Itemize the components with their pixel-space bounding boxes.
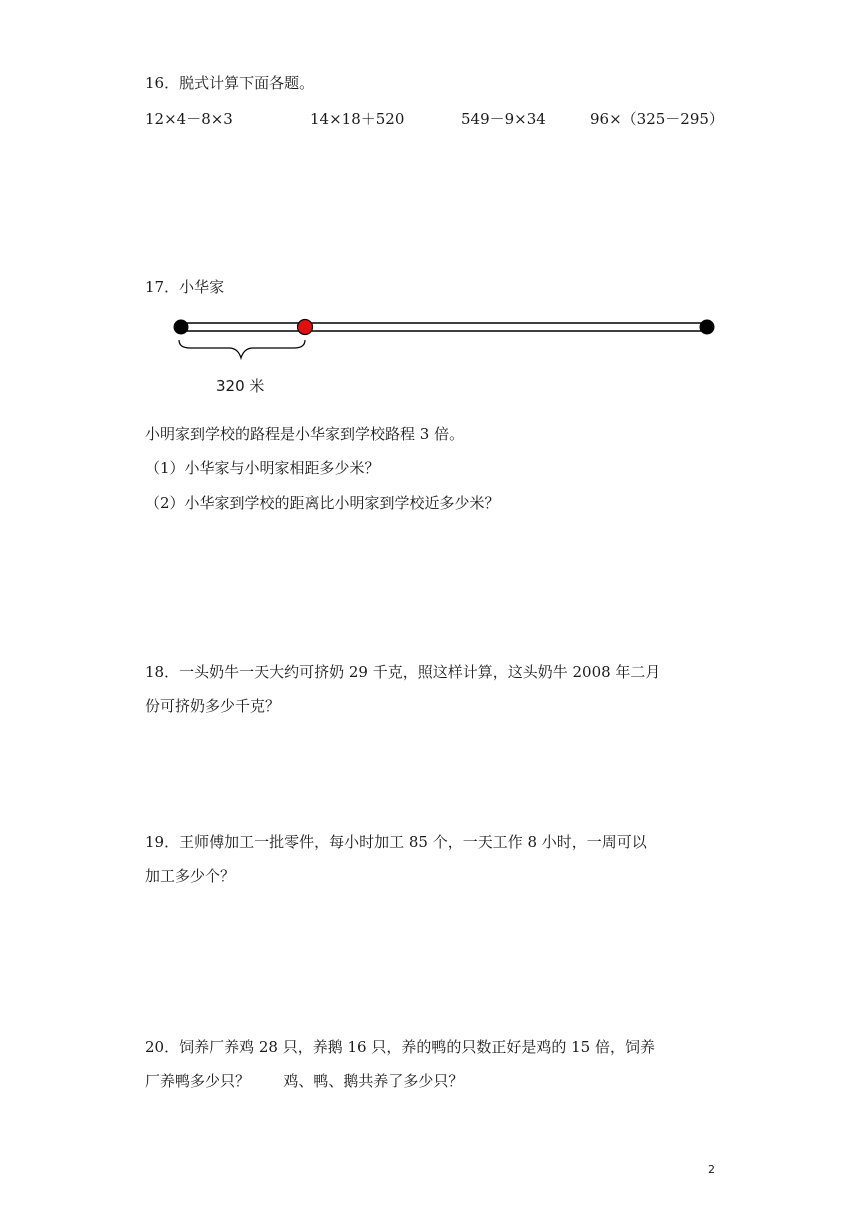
- point-middle-red: [298, 320, 313, 335]
- q17-part1: （1）小华家与小明家相距多少米？: [145, 459, 380, 477]
- point-right-black: [700, 320, 715, 335]
- q20-line2: 厂养鸭多少只？ 鸡、鸭、鹅共养了多少只？: [145, 1072, 464, 1090]
- q19-text: [145, 825, 725, 893]
- q20-line1: 20．饲养厂养鸡 28 只，养鹅 16 只，养的鸭的只数正好是鸡的 15 倍，饲养: [145, 1038, 655, 1056]
- q18-text: [145, 655, 725, 723]
- q20-text: [145, 1030, 725, 1098]
- page-number: 2: [708, 1163, 715, 1176]
- q16-expression-1: 12×4－8×3: [145, 110, 233, 128]
- q16-expression-3: 549－9×34: [461, 110, 546, 128]
- q16-title: 16．脱式计算下面各题。: [145, 74, 315, 92]
- q18-line2: 份可挤奶多少千克？: [145, 697, 281, 715]
- q17-title: 17．小华家: [145, 278, 225, 296]
- q16-expression-2: 14×18＋520: [310, 110, 405, 128]
- q16-expression-4: 96×（325－295）: [590, 110, 724, 128]
- road-line: [181, 323, 707, 331]
- q17-distance-label: 320 米: [216, 377, 265, 395]
- q19-line1: 19．王师傅加工一批零件，每小时加工 85 个，一天工作 8 小时，一周可以: [145, 833, 647, 851]
- distance-brace: [179, 340, 305, 358]
- q18-line1: 18．一头奶牛一天大约可挤奶 29 千克，照这样计算，这头奶牛 2008 年二月: [145, 663, 661, 681]
- q19-line2: 加工多少个？: [145, 867, 236, 885]
- point-left-black: [174, 320, 189, 335]
- q17-statement: 小明家到学校的路程是小华家到学校路程 3 倍。: [145, 425, 465, 443]
- q17-part2: （2）小华家到学校的距离比小明家到学校近多少米？: [145, 494, 500, 512]
